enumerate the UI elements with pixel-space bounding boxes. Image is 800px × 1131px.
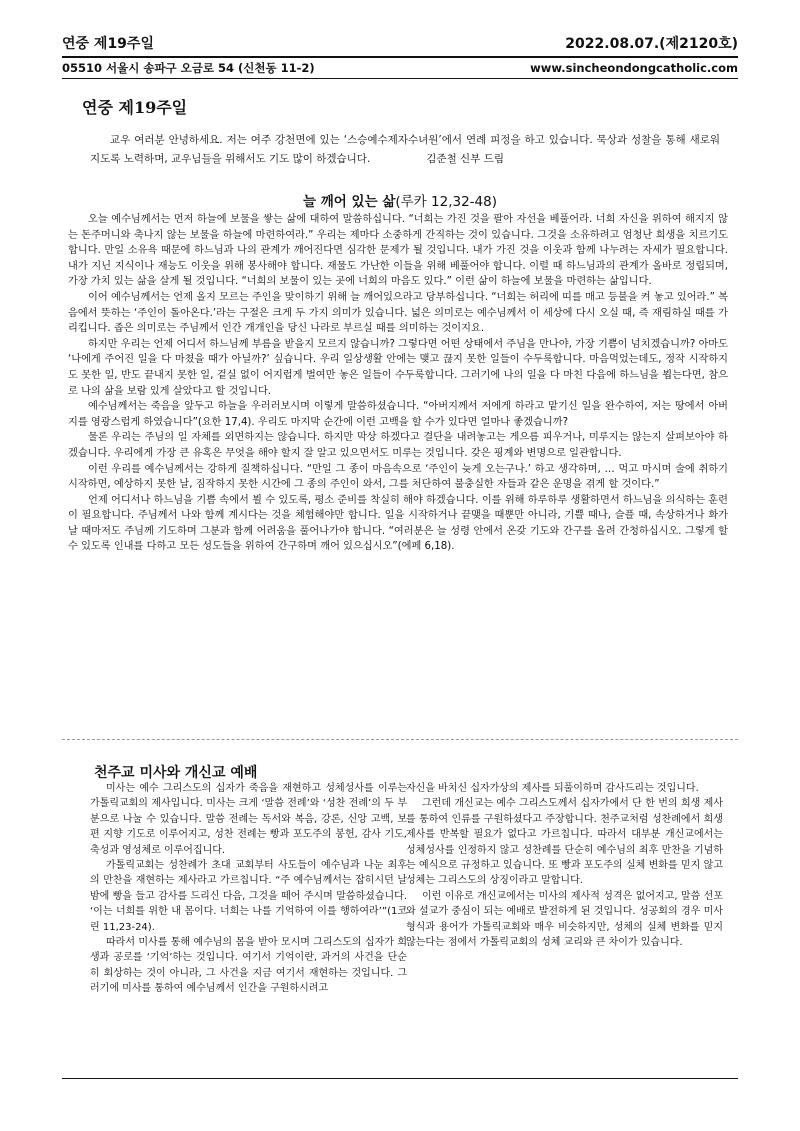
masthead-sub (62, 60, 738, 76)
article-title: 천주교 미사와 개신교 예배 (94, 765, 258, 781)
homily-paragraph: 물론 우리는 주님의 일 자체를 외면하지는 않습니다. 하지만 막상 하겠다고 결단을 내려놓고는 게으름 피우거나, 미루지는 않는지 살펴보아야 하겠습니다. 우리에게 가장 큰 유혹은 무엇을 해야 할지 잘 알고 있으면서도 미루는 것입니다. 갖은 핑계와 변명으로 일관합니다. (68, 432, 728, 459)
article-paragraph: 이런 이유로 개신교에서는 미사의 제사적 성격은 없어지고, 말씀 선포와 설교가 중심이 되는 예배로 발전하게 된 것입니다. 성공회의 경우 미사 형식과 용어가 가톨릭교회와 매우 비슷하지만, 성체의 실체 변화를 믿지 않는다는 점에서 가톨릭교회의 성체 교리와 큰 차이가 있습니다. (406, 890, 723, 949)
footer-rule (62, 1078, 738, 1079)
masthead-rule (62, 56, 738, 58)
masthead (62, 33, 738, 53)
homily-paragraph: 언제 어디서나 하느님을 기쁨 속에서 뵐 수 있도록, 평소 준비를 착실히 해야 하겠습니다. 이를 위해 하루하루 생활하면서 하느님을 의식하는 훈련이 필요합니다. 주님께서 나와 함께 계시다는 것을 체험해야만 합니다. 일을 시작하거나 끝맺을 때뿐만 아니라, 기쁠 때나, 슬플 때, 속상하거나 화가 날 때마저도 주님께 기도하며 그분과 함께 어려움을 풀어나가야 합니다. “여러분은 늘 성령 안에서 온갖 기도와 간구를 올려 간청하십시오. 그렇게 할 수 있도록 인내를 다하고 모든 성도들을 위하여 간구하며 깨어 있으십시오”(에페 6,18). (68, 494, 728, 553)
homily-title-text: 늘 깨어 있는 삶 (303, 194, 396, 210)
intro-paragraph (90, 131, 720, 169)
intro-text: 교우 여러분 안녕하세요. 저는 여주 강천면에 있는 ‘스승예수제자수녀원’에서 연례 피정을 하고 있습니다. 묵상과 성찰을 통해 새로워지도록 노력하며, 교우님들을 위해서도 기도 많이 하겠습니다. (90, 134, 720, 165)
homily-paragraph: 이어 예수님께서는 언제 올지 모르는 주인을 맞이하기 위해 늘 깨어있으라고 당부하십니다. “너희는 허리에 띠를 매고 등불을 켜 놓고 있어라.” 복음에서 뜻하는 ‘주인이 돌아온다.’라는 구절은 크게 두 가지 의미가 있습니다. 넓은 의미로는 예수님께서 이 세상에 다시 오실 때, 즉 재림하실 때를 가리킵니다. 좁은 의미로는 주님께서 인간 개개인을 당신 나라로 부르실 때를 의미하는 것이지요. (68, 291, 728, 335)
homily-paragraph: 오늘 예수님께서는 먼저 하늘에 보물을 쌓는 삶에 대하여 말씀하십니다. “너희는 가진 것을 팔아 자선을 베풀어라. 너희 자신을 위하여 해지지 않는 돈주머니와 축나지 않는 보물을 하늘에 마련하여라.” 우리는 제마다 소중하게 간직하는 것이 있습니다. 그것을 소유하려고 엄청난 희생을 치르기도 합니다. 만일 소유욕 때문에 하느님과 나의 관계가 깨어진다면 심각한 문제가 될 것입니다. 내가 가진 것을 이웃과 함께 나누려는 자세가 필요합니다. 내가 지닌 지식이나 재능도 이웃을 위해 봉사해야 합니다. 재물도 가난한 이들을 위해 베풀어야 합니다. 이럴 때 하느님과의 관계가 올바로 정립되며, 가장 가치 있는 삶을 살게 될 것입니다. “너희의 보물이 있는 곳에 너희의 마음도 있다.” 이런 삶이 하늘에 보물을 마련하는 삶입니다. (68, 214, 728, 288)
header-bottom-rule (62, 78, 738, 79)
homily-paragraph: 예수님께서는 죽음을 앞두고 하늘을 우러러보시며 이렇게 말씀하셨습니다. “아버지께서 저에게 하라고 맡기신 일을 완수하여, 저는 땅에서 아버지를 영광스럽게 하였습니다”(요한 17,4). 우리도 마지막 순간에 이런 고백을 할 수가 있다면 얼마나 좋겠습니까? (68, 401, 728, 428)
homily-body (68, 212, 728, 555)
article-left-column (90, 781, 407, 997)
signature: 김준철 신부 드림 (426, 153, 504, 165)
dashed-divider (62, 739, 738, 740)
homily-paragraph: 이런 우리를 예수님께서는 강하게 질책하십니다. “만일 그 종이 마음속으로 ‘주인이 늦게 오는구나.’ 하고 생각하며, … 먹고 마시며 술에 취하기 시작하면, 예상하지 못한 날, 짐작하지 못한 시간에 그 종의 주인이 와서, 그를 처단하여 불충실한 자들과 같은 운명을 겪게 할 것이다.” (68, 463, 728, 491)
issue-date: 2022.08.07.(제2120호) (565, 36, 738, 52)
article-paragraph: 따라서 미사를 통해 예수님의 몸을 받아 모시며 그리스도의 십자가 희생과 공로를 ‘기억’하는 것입니다. 여기서 기억이란, 과거의 사건을 단순히 회상하는 것이 아니라, 그 사건을 지금 여기서 재현하는 것입니다. 그러기에 미사를 통하여 예수님께서 인간을 구원하시려고 (90, 937, 407, 995)
scripture-reference: (루카 12,32-48) (395, 194, 497, 210)
homily-paragraph: 하지만 우리는 언제 어디서 하느님께 부름을 받을지 모르지 않습니까? 그렇다면 어떤 상태에서 주님을 만나야, 가장 기쁨이 넘치겠습니까? 아마도 ‘나에게 주어진 일을 다 마쳤을 때가 아닐까?’ 싶습니다. 우리 일상생활 안에는 맺고 끊지 못한 일들이 수두룩합니다. 마음먹었는데도, 정작 시작하지도 못한 일, 반도 끝내지 못한 일, 겉실 없이 어지럽게 벌여만 놓은 일들이 수두룩합니다. 그러기에 나의 일을 다 마친 다음에 하느님을 뵙는다면, 참으로 나의 삶을 보람 있게 살았다고 할 것입니다. (68, 338, 728, 397)
article-paragraph: 자신을 바치신 십자가상의 제사를 되풀이하며 감사드리는 것입니다. (406, 783, 699, 794)
article-paragraph: 미사는 예수 그리스도의 십자가 죽음을 재현하고 성체성사를 이루는 가톨릭교회의 제사입니다. 미사는 크게 ‘말씀 전례’와 ‘성찬 전례’의 두 부분으로 나눌 수 있습니다. 말씀 전례는 독서와 복음, 강론, 신앙 고백, 보편 지향 기도로 이루어지고, 성찬 전례는 빵과 포도주의 봉헌, 감사 기도, 축성과 영성체로 이루어집니다. (90, 783, 407, 856)
parish-address: 05510 서울시 송파구 오금로 54 (신천동 11-2) (62, 61, 315, 75)
homily-title (0, 190, 800, 210)
masthead-title: 연중 제19주일 (62, 36, 154, 52)
article-paragraph: 그런데 개신교는 예수 그리스도께서 십자가에서 단 한 번의 희생 제사를 통하여 인류를 구원하셨다고 주장합니다. 천주교처럼 성찬례에서 희생 제사를 반복할 필요가 없다고 가르칩니다. 따라서 대부분 개신교에서는 성체성사를 인정하지 않고 성찬례를 단순히 예수님의 최후 만찬을 기념하는 예식으로 규정하고 있습니다. 또 빵과 포도주의 실체 변화를 믿지 않고 성체는 그리스도의 상징이라고 말합니다. (406, 798, 723, 887)
article-paragraph: 가톨릭교회는 성찬례가 초대 교회부터 사도들이 예수님과 나눈 최후의 만찬을 재현하는 제사라고 가르칩니다. “주 예수님께서는 잡히시던 날 밤에 빵을 들고 감사를 드리신 다음, 그것을 떼어 주시며 말씀하셨습니다. ‘이는 너희를 위한 내 몸이다. 너희는 나를 기억하여 이를 행하여라’”(1코린 11,23-24). (90, 860, 407, 933)
article-right-column (406, 781, 723, 950)
section-title: 연중 제19주일 (82, 98, 188, 117)
parish-website[interactable]: www.sincheondongcatholic.com (530, 61, 738, 75)
